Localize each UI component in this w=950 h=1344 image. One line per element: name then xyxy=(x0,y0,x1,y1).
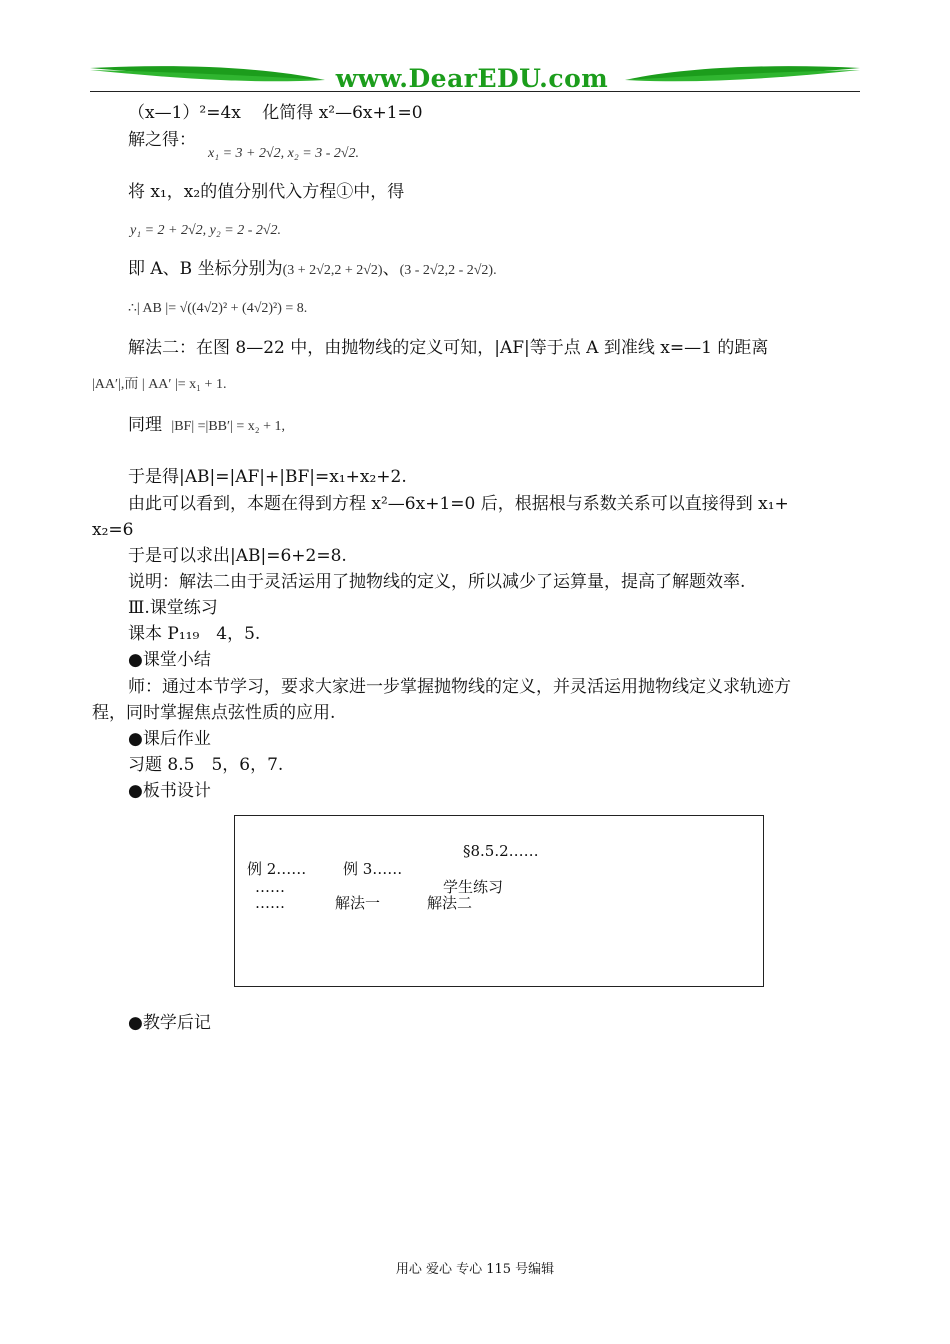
board-method-2: 解法二 xyxy=(427,894,473,912)
section-board-design: ●板书设计 xyxy=(128,781,211,801)
coordinates-label: 即 A、B 坐标分别为 xyxy=(128,259,283,279)
site-logo-text: www.DearEDU.com xyxy=(335,64,609,93)
point-b: (3 - 2√2,2 - 2√2). xyxy=(399,263,497,278)
board-dots-2: …… xyxy=(255,894,285,912)
explanation-line: 说明：解法二由于灵活运用了抛物线的定义，所以减少了运算量，提高了解题效率. xyxy=(128,572,746,592)
board-practice: 学生练习 xyxy=(443,878,504,896)
bf-formula: |BF| =|BB′| = x₂ + 1, xyxy=(171,419,286,434)
x-solutions: x₁ = 3 + 2√2, x₂ = 3 - 2√2. xyxy=(208,146,360,161)
point-a: (3 + 2√2,2 + 2√2) xyxy=(282,263,383,278)
summary-line-1: 师：通过本节学习，要求大家进一步掌握抛物线的定义，并灵活运用抛物线定义求轨迹方 xyxy=(128,677,791,697)
site-header xyxy=(90,62,860,94)
board-example-3: 例 3…… xyxy=(343,860,403,878)
aa-distance-formula: |AA′|,而 | AA′ |= x₁ + 1. xyxy=(92,377,227,392)
ab-sum-line: 于是得|AB|=|AF|+|BF|=x₁+x₂+2. xyxy=(128,467,407,487)
section-teaching-notes: ●教学后记 xyxy=(128,1013,211,1033)
board-dots-1: …… xyxy=(255,878,285,896)
board-method-1: 解法一 xyxy=(335,894,381,912)
board-design-box xyxy=(234,815,764,987)
simplified-equation: x²—6x+1=0 xyxy=(318,103,423,123)
similarly-line xyxy=(128,414,285,438)
similarly-label: 同理 xyxy=(128,415,162,435)
observation-line-1: 由此可以看到，本题在得到方程 x²—6x+1=0 后，根据根与系数关系可以直接得到 x₁+ xyxy=(128,494,789,514)
header-rule xyxy=(90,91,860,92)
textbook-exercises: 课本 P₁₁₉ 4，5. xyxy=(128,624,261,644)
method-two-text: 解法二：在图 8—22 中，由抛物线的定义可知，|AF|等于点 A 到准线 x=—1 的距离 xyxy=(128,338,769,358)
equation-expr: （x—1）²=4x xyxy=(128,103,241,123)
ab-result-line: 于是可以求出|AB|=6+2=8. xyxy=(128,546,347,566)
solve-label: 解之得： xyxy=(128,130,196,150)
page-footer: 用心 爱心 专心 115 号编辑 xyxy=(395,1262,555,1277)
section-practice: Ⅲ.课堂练习 xyxy=(128,598,218,618)
homework-items: 习题 8.5 5，6，7. xyxy=(128,755,284,775)
equation-line xyxy=(128,102,423,124)
section-homework: ●课后作业 xyxy=(128,729,211,749)
section-summary: ●课堂小结 xyxy=(128,650,211,670)
observation-line-2: x₂=6 xyxy=(92,520,134,540)
board-example-2: 例 2…… xyxy=(247,860,307,878)
board-title: §8.5.2…… xyxy=(463,842,539,860)
summary-line-2: 程，同时掌握焦点弦性质的应用. xyxy=(92,703,336,723)
ab-length-formula: ∴| AB |= √((4√2)² + (4√2)²) = 8. xyxy=(128,301,308,316)
coordinates-line xyxy=(128,258,497,282)
substitute-text: 将 x₁，x₂的值分别代入方程①中，得 xyxy=(128,182,405,202)
simplify-label: 化简得 xyxy=(262,103,314,123)
y-solutions: y₁ = 2 + 2√2, y₂ = 2 - 2√2. xyxy=(130,223,282,238)
coordinates-separator: 、 xyxy=(382,259,400,279)
